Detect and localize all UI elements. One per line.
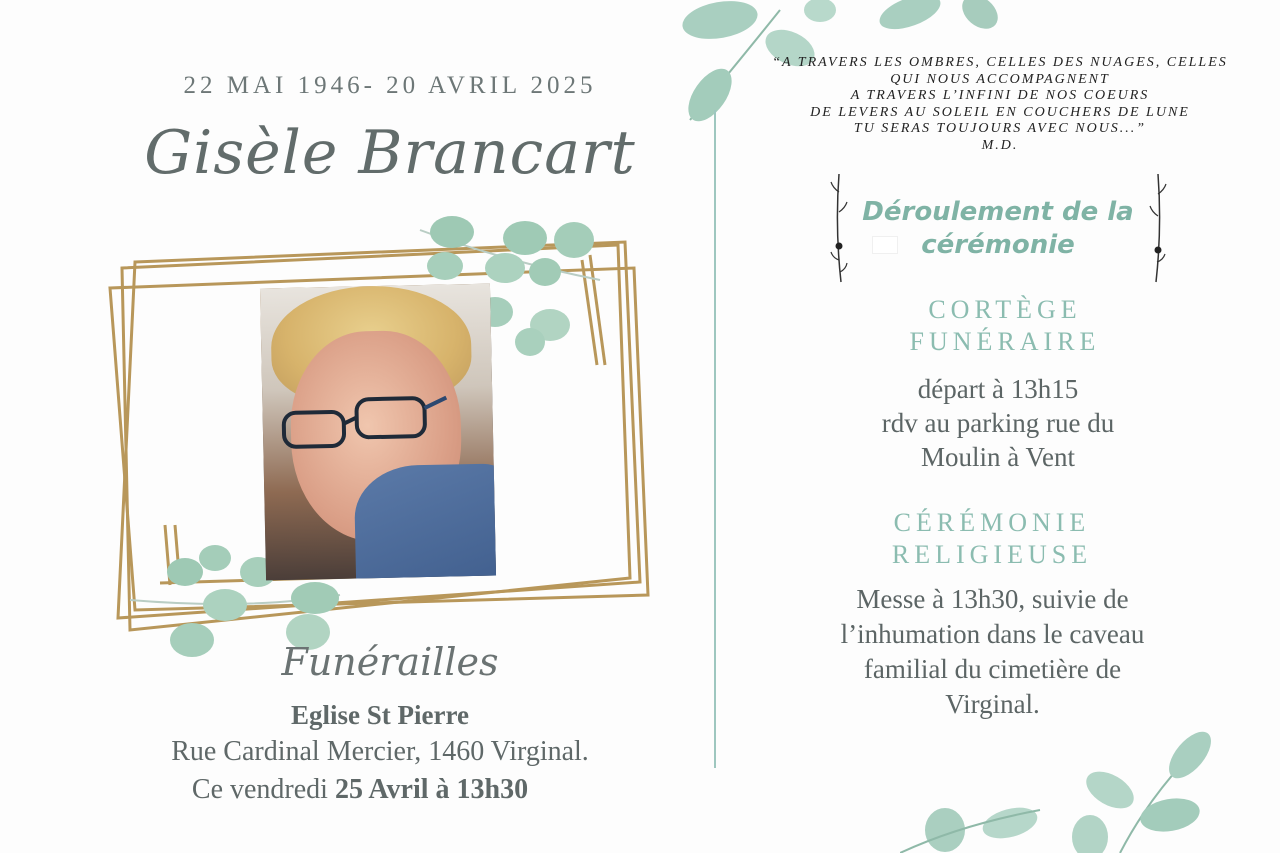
vertical-divider — [714, 110, 716, 768]
cortege-title — [840, 294, 1170, 358]
quote-line: “A TRAVERS LES OMBRES, CELLES DES NUAGES, CELLES — [772, 55, 1228, 70]
church-address: Rue Cardinal Mercier, 1460 Virginal. — [171, 736, 589, 767]
quote-line: DE LEVERS AU SOLEIL EN COUCHERS DE LUNE — [810, 104, 1190, 120]
deceased-name: Gisèle Brancart — [144, 118, 636, 188]
ceremony-line: Virginal. — [945, 689, 1040, 719]
cortege-line: rdv au parking rue du — [881, 408, 1115, 438]
ceremony-title-line: CÉRÉMONIE — [893, 508, 1091, 537]
quote-line: TU SERAS TOUJOURS AVEC NOUS...” — [853, 121, 1147, 136]
cortege-title-line: CORTÈGE — [928, 295, 1082, 324]
datetime-prefix: Ce vendredi — [191, 774, 335, 805]
portrait-photo — [260, 284, 496, 581]
cortege-details — [808, 372, 1188, 474]
program-title — [858, 196, 1138, 262]
ceremony-line: familial du cimetière de — [863, 654, 1122, 684]
quote-line: QUI NOUS ACCOMPAGNENT — [890, 71, 1110, 87]
ceremony-details — [800, 582, 1185, 722]
program-title-line: cérémonie — [921, 230, 1075, 260]
ceremony-line: l’inhumation dans le caveau — [840, 619, 1145, 649]
quote-author: M.D. — [981, 137, 1019, 153]
cortege-title-line: FUNÉRAIRE — [909, 327, 1101, 356]
memorial-quote — [760, 55, 1240, 154]
funeral-datetime — [70, 774, 650, 806]
funerals-heading: Funérailles — [281, 640, 499, 684]
ceremony-title — [827, 507, 1157, 571]
ceremony-title-line: RELIGIEUSE — [891, 540, 1093, 569]
ceremony-line: Messe à 13h30, suivie de — [856, 584, 1129, 614]
vine-left-icon — [829, 172, 849, 284]
datetime-date: 25 Avril à 13h30 — [334, 774, 529, 805]
vine-right-icon — [1148, 172, 1168, 284]
cortege-line: départ à 13h15 — [917, 374, 1079, 404]
cortege-line: Moulin à Vent — [921, 442, 1075, 472]
eucalyptus-bottom-icon — [900, 725, 1220, 853]
church-name: Eglise St Pierre — [291, 700, 469, 730]
program-title-line: Déroulement de la — [862, 197, 1134, 227]
quote-line: A TRAVERS L’INFINI DE NOS COEURS — [850, 88, 1150, 103]
glasses-icon — [278, 390, 449, 452]
life-dates: 22 MAI 1946- 20 AVRIL 2025 — [183, 72, 597, 99]
